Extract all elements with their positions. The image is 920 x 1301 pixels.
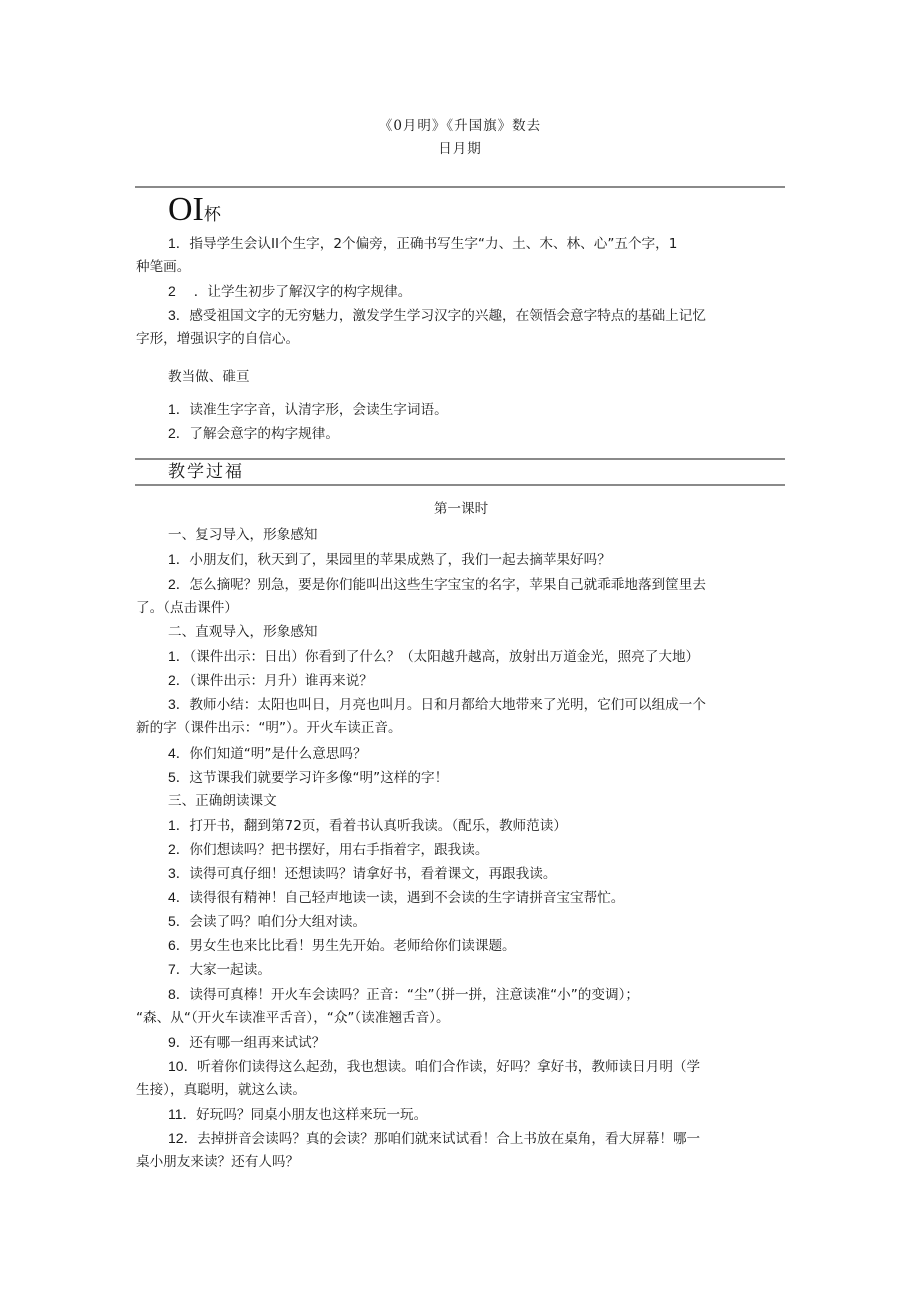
- section-2-item-3: 3．教师小结：太阳也叫日，月亮也叫月。日和月都给大地带来了光明，它们可以组成一个: [168, 696, 706, 713]
- objective-item-3-cont: 字形，增强识字的自信心。: [136, 331, 300, 347]
- document-title: 《0月明》《升国旗》数去: [378, 118, 542, 134]
- section-2-item-3-cont: 新的字（课件出示：“明”）。开火车读正音。: [136, 720, 402, 736]
- lesson-title: 第一课时: [433, 501, 489, 517]
- section-2-item-2: 2．（课件出示：月升）谁再来说？: [168, 672, 373, 689]
- section-1-item-1: 1．小朋友们，秋天到了，果园里的苹果成熟了，我们一起去摘苹果好吗？: [168, 551, 611, 568]
- section-3-item-5: 5．会读了吗？咱们分大组对读。: [168, 913, 367, 930]
- section-3-item-6: 6．男女生也来比比看！男生先开始。老师给你们读课题。: [168, 937, 516, 954]
- section-2-item-5: 5．这节课我们就要学习许多像“明”这样的字！: [168, 769, 449, 786]
- objective-item-1: 1．指导学生会认II个生字，2个偏旁，正确书写生字“力、土、木、林、心”五个字，1: [168, 235, 678, 252]
- objectives-heading-big: OI: [168, 191, 204, 228]
- objectives-heading: [168, 193, 221, 232]
- section-3-item-12-cont: 桌小朋友来读？还有人吗？: [136, 1154, 300, 1170]
- section-3-item-10: 10．听着你们读得这么起劲，我也想读。咱们合作读，好吗？拿好书，教师读日月明（学: [168, 1058, 701, 1075]
- section-3-item-12: 12．去掉拼音会读吗？真的会读？那咱们就来试试看！合上书放在桌角，看大屏幕！哪一: [168, 1130, 701, 1147]
- section-3-item-4: 4．读得很有精神！自己轻声地读一读，遇到不会读的生字请拼音宝宝帮忙。: [168, 889, 625, 906]
- section-1-item-2-cont: 了。（点击课件）: [136, 600, 238, 616]
- section-3-item-3: 3．读得可真仔细！还想读吗？请拿好书，看着课文，再跟我读。: [168, 865, 557, 882]
- process-heading: 教学过福: [168, 462, 244, 482]
- divider-process-bottom: [135, 484, 785, 486]
- section-3-item-2: 2．你们想读吗？把书摆好，用右手指着字，跟我读。: [168, 841, 489, 858]
- section-3-title: 三、正确朗读课文: [168, 793, 277, 809]
- section-3-item-1: 1．打开书，翻到第72页，看着书认真听我读。（配乐，教师范读）: [168, 817, 567, 834]
- objectives-heading-small: 杯: [203, 205, 221, 225]
- key-point-item-2: 2．了解会意字的构字规律。: [168, 425, 339, 442]
- key-points-heading: 教当做、碓亘: [168, 369, 250, 385]
- section-3-item-8-cont: “森、从“（开火车读准平舌音），“众”（读准翘舌音）。: [136, 1010, 450, 1026]
- section-3-item-11: 11．好玩吗？同桌小朋友也这样来玩一玩。: [168, 1106, 428, 1123]
- section-1-item-2: 2．怎么摘呢？别急，要是你们能叫出这些生字宝宝的名字，苹果自己就乖乖地落到筐里去: [168, 576, 706, 593]
- section-3-item-7: 7．大家一起读。: [168, 961, 271, 978]
- document-subtitle: 日月期: [438, 141, 482, 157]
- objective-item-2: 2 ．让学生初步了解汉字的构字规律。: [168, 283, 412, 300]
- section-1-title: 一、复习导入，形象感知: [168, 527, 318, 543]
- objective-item-3: 3．感受祖国文字的无穷魅力，激发学生学习汉字的兴趣，在领悟会意字特点的基础上记忆: [168, 307, 706, 324]
- divider-top: [135, 186, 785, 188]
- section-3-item-10-cont: 生接），真聪明，就这么读。: [136, 1082, 306, 1098]
- section-3-item-9: 9．还有哪一组再来试试？: [168, 1034, 326, 1051]
- section-2-title: 二、直观导入，形象感知: [168, 624, 318, 640]
- section-2-item-1: 1．（课件出示：日出）你看到了什么？（太阳越升越高，放射出万道金光，照亮了大地）: [168, 648, 700, 665]
- section-2-item-4: 4．你们知道“明”是什么意思吗？: [168, 745, 367, 762]
- objective-item-1-cont: 种笔画。: [136, 259, 191, 275]
- key-point-item-1: 1．读准生字字音，认清字形，会读生字词语。: [168, 401, 448, 418]
- section-3-item-8: 8．读得可真棒！开火车会读吗？正音：“尘”（拼一拼，注意读准“小”的变调）；: [168, 986, 639, 1003]
